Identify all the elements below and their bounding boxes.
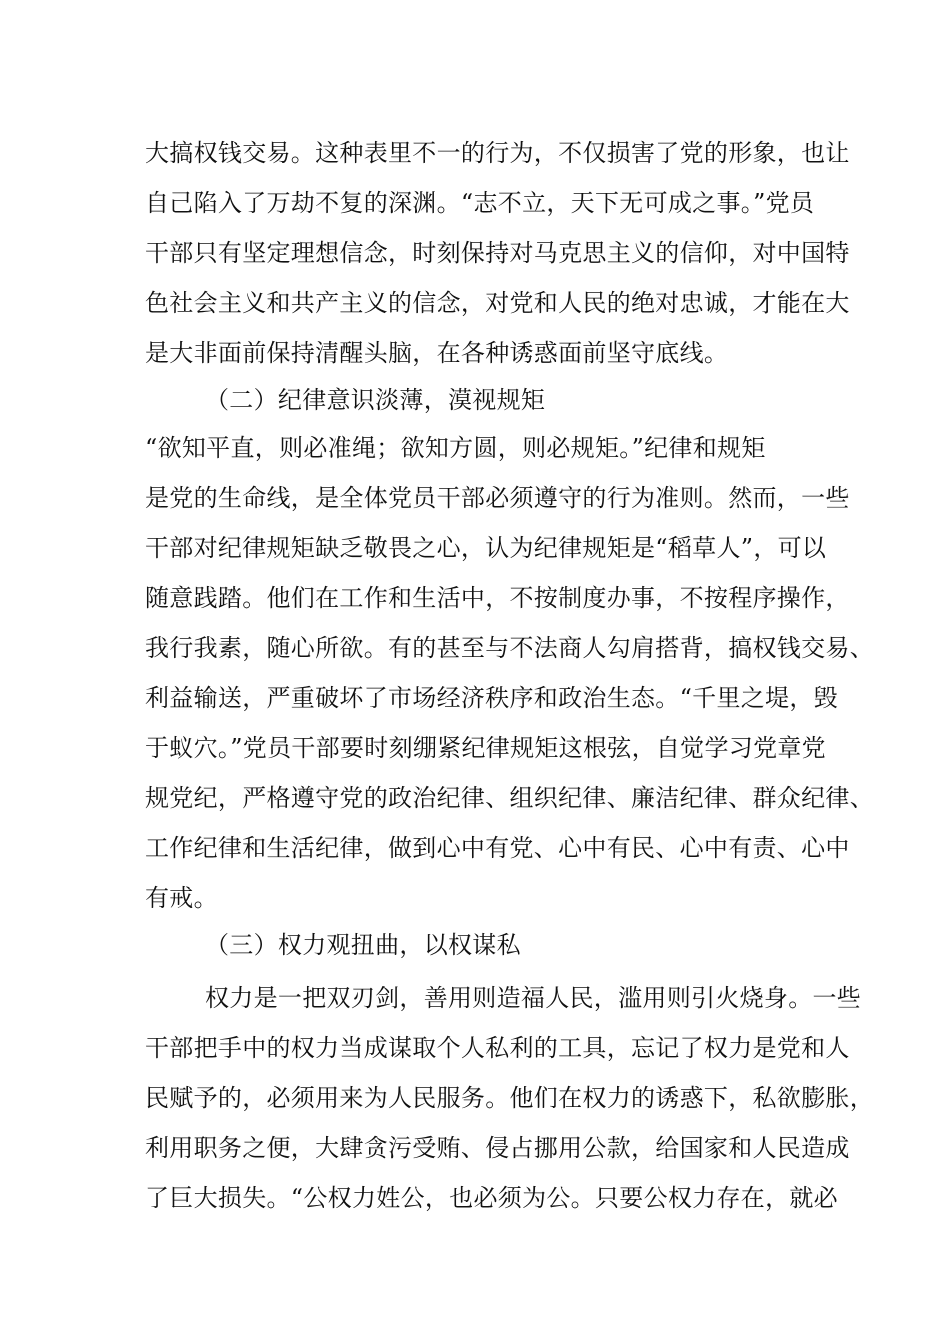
text-line: 规党纪，严格遵守党的政治纪律、组织纪律、廉洁纪律、群众纪律、 (145, 784, 874, 812)
text-line: 了巨大损失。“公权力姓公，也必须为公。只要公权力存在，就必 (145, 1184, 838, 1212)
paragraph-first-line: 权力是一把双刃剑，善用则造福人民，滥用则引火烧身。一些 (205, 984, 862, 1012)
text-line: 工作纪律和生活纪律，做到心中有党、心中有民、心中有责、心中 (145, 834, 850, 862)
text-line: “欲知平直，则必准绳；欲知方圆，则必规矩。”纪律和规矩 (145, 434, 766, 462)
section-heading: （三）权力观扭曲，以权谋私 (205, 931, 521, 959)
text-line: 色社会主义和共产主义的信念，对党和人民的绝对忠诚，才能在大 (145, 289, 850, 317)
text-line: 于蚁穴。”党员干部要时刻绷紧纪律规矩这根弦，自觉学习党章党 (145, 734, 826, 762)
text-line: 自己陷入了万劫不复的深渊。“志不立，天下无可成之事。”党员 (145, 189, 815, 217)
section-heading: （二）纪律意识淡薄，漠视规矩 (205, 386, 546, 414)
text-line: 是党的生命线，是全体党员干部必须遵守的行为准则。然而，一些 (145, 484, 850, 512)
text-line: 利用职务之便，大肆贪污受贿、侵占挪用公款，给国家和人民造成 (145, 1134, 850, 1162)
text-line: 是大非面前保持清醒头脑，在各种诱惑面前坚守底线。 (145, 339, 729, 367)
text-line: 民赋予的，必须用来为人民服务。他们在权力的诱惑下，私欲膨胀， (145, 1084, 874, 1112)
text-line: 我行我素，随心所欲。有的甚至与不法商人勾肩搭背，搞权钱交易、 (145, 634, 874, 662)
text-line: 干部把手中的权力当成谋取个人私利的工具，忘记了权力是党和人 (145, 1034, 850, 1062)
text-line: 大搞权钱交易。这种表里不一的行为，不仅损害了党的形象，也让 (145, 139, 850, 167)
text-line: 干部对纪律规矩缺乏敬畏之心，认为纪律规矩是“稻草人”，可以 (145, 534, 827, 562)
text-line: 有戒。 (145, 884, 218, 912)
text-line: 干部只有坚定理想信念，时刻保持对马克思主义的信仰，对中国特 (145, 239, 850, 267)
text-line: 随意践踏。他们在工作和生活中，不按制度办事，不按程序操作， (145, 584, 850, 612)
text-line: 利益输送，严重破坏了市场经济秩序和政治生态。“千里之堤，毁 (145, 684, 838, 712)
